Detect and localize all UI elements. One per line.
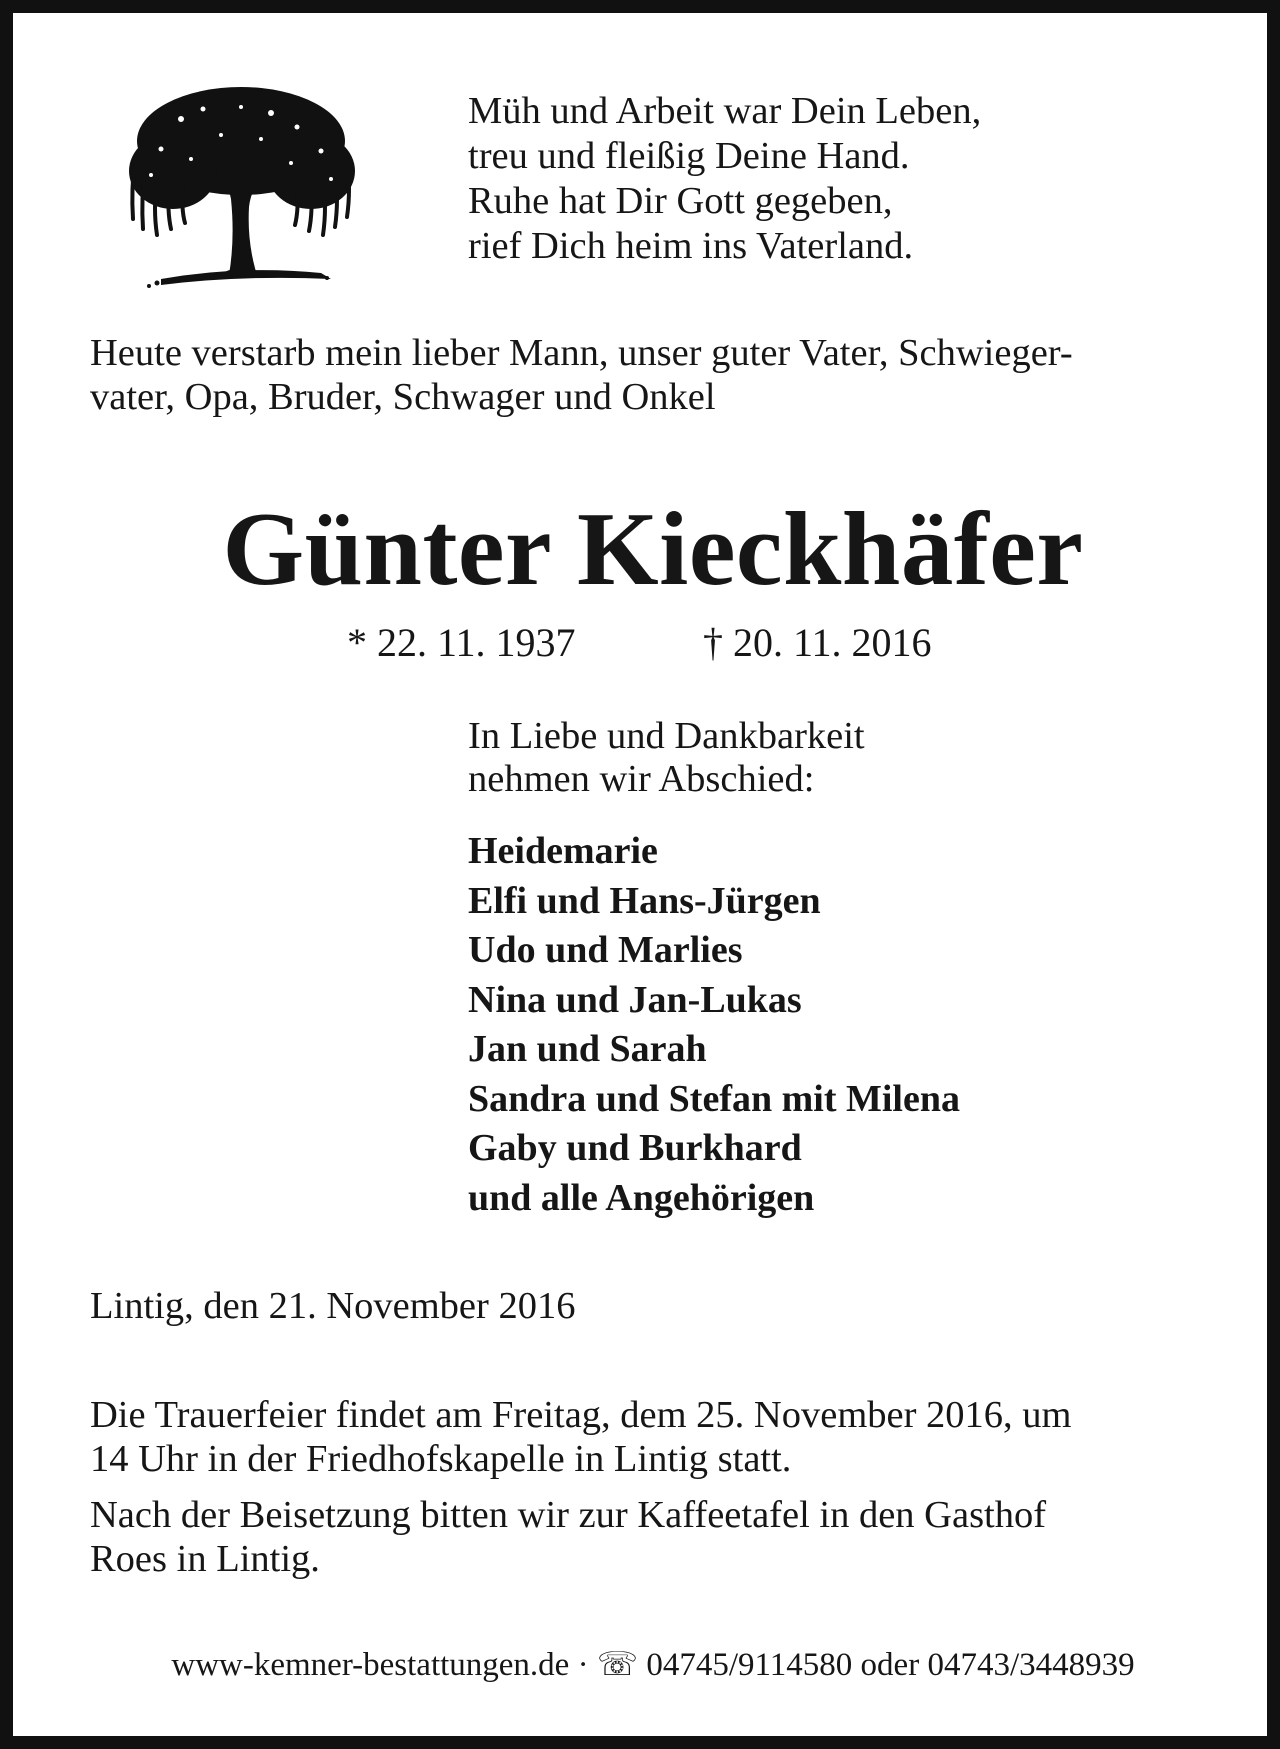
poem-line: Ruhe hat Dir Gott gegeben, [468,180,893,222]
announcement-line: vater, Opa, Bruder, Schwager und Onkel [90,376,716,418]
mourners-list [468,827,960,1223]
farewell-line: In Liebe und Dankbarkeit [468,715,865,757]
phone-numbers: 04745/9114580 oder 04743/3448939 [646,1647,1135,1683]
mourner-entry: und alle Angehörigen [468,1176,815,1219]
poem-line: treu und fleißig Deine Hand. [468,135,910,177]
funeral-home-footer [13,1643,1280,1687]
mourner-entry: Udo und Marlies [468,929,743,971]
mourner-entry: Jan und Sarah [468,1028,707,1070]
mourner-entry: Heidemarie [468,830,658,872]
announcement-text [90,331,1230,419]
birth-date: * 22. 11. 1937 [347,620,576,665]
reception-line: Roes in Lintig. [90,1538,320,1580]
poem-line: Müh und Arbeit war Dein Leben, [468,90,982,132]
funeral-service-line: 14 Uhr in der Friedhofskapelle in Lintig statt. [90,1438,792,1480]
farewell-text [468,715,865,801]
poem-line: rief Dich heim ins Vaterland. [468,225,914,267]
reception-info [90,1493,1046,1581]
weeping-willow-tree-icon [121,79,361,291]
funeral-service-line: Die Trauerfeier findet am Freitag, dem 25. November 2016, um [90,1394,1072,1436]
funeral-service-info [90,1393,1072,1481]
mourner-entry: Sandra und Stefan mit Milena [468,1077,960,1120]
mourner-entry: Elfi und Hans-Jürgen [468,879,821,922]
farewell-line: nehmen wir Abschied: [468,758,815,800]
deceased-name: Günter Kieckhäfer [222,490,1084,607]
poem [468,89,981,269]
mourner-entry: Nina und Jan-Lukas [468,978,802,1021]
footer-separator: · [577,1647,589,1683]
telephone-icon: ☏ [596,1647,639,1683]
place-and-date: Lintig, den 21. November 2016 [90,1285,576,1327]
reception-line: Nach der Beisetzung bitten wir zur Kaffeetafel in den Gasthof [90,1494,1047,1536]
website-link[interactable]: www-kemner-bestattungen.de [171,1647,570,1683]
mourner-entry: Gaby und Burkhard [468,1127,802,1169]
death-date: † 20. 11. 2016 [703,620,932,665]
announcement-line: Heute verstarb mein lieber Mann, unser guter Vater, Schwieger- [90,332,1073,374]
